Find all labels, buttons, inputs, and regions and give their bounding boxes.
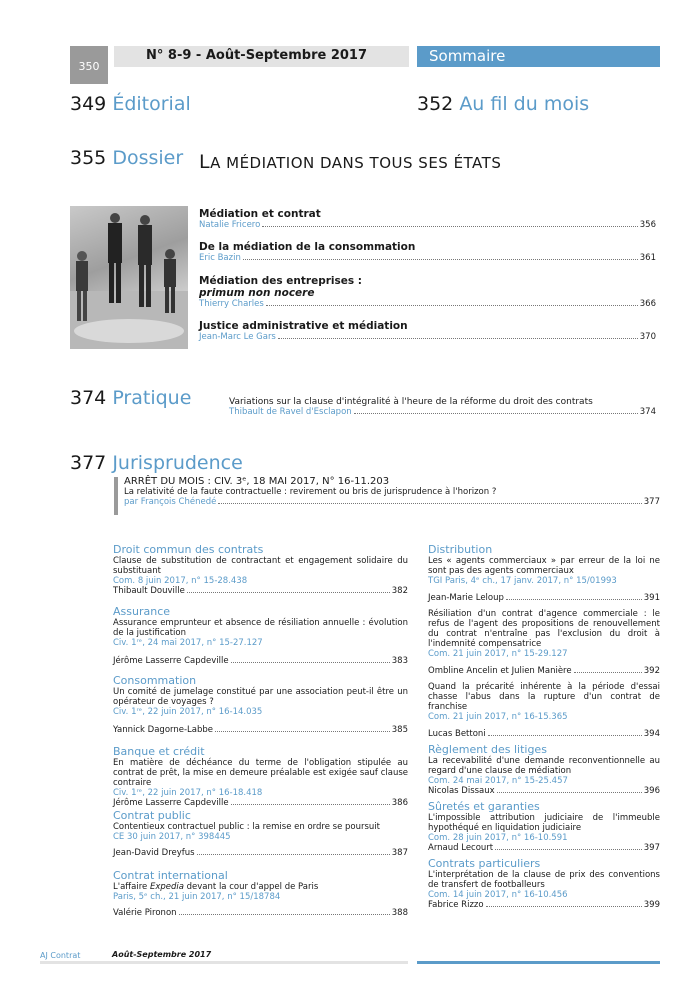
juris-entry[interactable]: Banque et crédit En matière de déchéance du terme de l'obligation stipulée au contrat de prêt, la mise en demeure préalable est exigée sauf clause contraire Civ. 1ʳᵉ, 22 juin 2017, n° 16-18.418 Jérôme Lasserre Capdeville 386 <box>113 745 408 808</box>
dossier-article[interactable]: Médiation des entreprises : primum non nocere Thierry Charles 366 <box>199 275 656 309</box>
journal-name: AJ Contrat <box>40 951 81 960</box>
pratique-article[interactable]: Variations sur la clause d'intégralité à l'heure de la réforme du droit des contrats Thibault de Ravel d'Esclapon 374 <box>229 397 656 417</box>
left-column <box>113 543 408 929</box>
pratique-heading[interactable]: 374 Pratique <box>70 387 192 409</box>
footer-date: Août-Septembre 2017 <box>112 950 212 959</box>
issue-label: N° 8-9 - Août-Septembre 2017 <box>114 46 409 67</box>
page-number: 350 <box>70 46 108 84</box>
dossier-photo <box>70 206 188 349</box>
dossier-title: LA MÉDIATION DANS TOUS SES ÉTATS <box>199 151 502 173</box>
dossier-article[interactable]: De la médiation de la consommation Eric Bazin 361 <box>199 241 656 263</box>
dossier-article[interactable]: Médiation et contrat Natalie Fricero 356 <box>199 208 656 230</box>
juris-entry[interactable]: Consommation Un comité de jumelage constitué par une association peut-il être un opérateur de voyages ? Civ. 1ʳᵉ, 22 juin 2017, n° 16-14.035 Yannick Dagorne-Labbe 385 <box>113 674 408 735</box>
juris-entry[interactable]: Les « agents commerciaux » par erreur de la loi ne sont pas des agents commerciaux TGI Paris, 4ᵉ ch., 17 janv. 2017, n° 15/01993 Jean-Marie Leloup 391 <box>428 556 660 603</box>
juris-entry[interactable]: La recevabilité d'une demande reconventionnelle au regard d'une clause de médiation Com. 24 mai 2017, n° 15-25.457 Nicolas Dissaux 396 <box>428 756 660 796</box>
juris-entry[interactable]: Résiliation d'un contrat d'agence commerciale : le refus de l'agent des propositions de renouvellement du contrat n'entraîne pas l'exclusion du droit à l'indemnité compensatrice Com. 21 juin 2017, n° 15-29.127 Ombline Ancelin et Julien Manière 392 <box>428 609 660 676</box>
arret-bar <box>114 477 118 515</box>
footer-bar-left <box>40 961 408 964</box>
juris-entry[interactable]: Contrat international L'affaire Expedia devant la cour d'appel de Paris Paris, 5ᵉ ch., 21 juin 2017, n° 15/18784 Valérie Pironon 388 <box>113 869 408 918</box>
juris-entry[interactable]: Quand la précarité inhérente à la période d'essai chasse l'abus dans la rupture d'un contrat de franchise Com. 21 juin 2017, n° 16-15.365 Lucas Bettoni 394 <box>428 682 660 739</box>
juris-entry[interactable]: Assurance Assurance emprunteur et absence de résiliation annuelle : évolution de la justification Civ. 1ʳᵉ, 24 mai 2017, n° 15-27.127 Jérôme Lasserre Capdeville 383 <box>113 605 408 666</box>
juris-entry[interactable]: L'impossible attribution judiciaire de l'immeuble hypothéqué en liquidation judiciaire Com. 28 juin 2017, n° 16-10.591 Arnaud Lecourt 397 <box>428 813 660 853</box>
juris-heading[interactable]: 377 Jurisprudence <box>70 452 243 474</box>
footer-bar-right <box>417 961 660 964</box>
dossier-list <box>199 208 656 350</box>
editorial-heading[interactable]: 349 Éditorial <box>70 93 191 115</box>
juris-entry[interactable]: Droit commun des contrats Clause de substitution de contractant et engagement solidaire du substituant Com. 8 juin 2017, n° 15-28.438 Thibault Douville 382 <box>113 543 408 596</box>
dossier-article[interactable]: Justice administrative et médiation Jean-Marc Le Gars 370 <box>199 320 656 342</box>
right-column: Distribution Les « agents commerciaux » par erreur de la loi ne sont pas des agents commerciaux TGI Paris, 4ᵉ ch., 17 janv. 2017, n° 15/01993 Jean-Marie Leloup 391 Résiliation d'un contrat d'agence commerciale : le refus de l'agent des propositions de renouvellement du contrat n'entraîne pas l'exclusion du droit à l'indemnité compensatrice Com. 21 juin 2017, n° 15-29.127 Ombline Ancelin et Julien Manière 392 Quand la précarité inhérente à la période d'essai chasse l'abus dans la rupture d'un contrat de franchise Com. 21 juin 2017, n° 16-15.365 Lucas Bettoni 394 Règlement des litiges La recevabilité d'une demande reconventionnelle au regard d'une clause de médiation Com. 24 mai 2017, n° 15-25.457 Nicolas Dissaux 396 Sûretés et garanties L'impossible attribution judiciaire de l'immeuble hypothéqué en liquidation judiciaire Com. 28 juin 2017, n° 16-10.591 Arnaud Lecourt 397 Contrats particuliers L'interprétation de la clause de prix des conventions de transfert de footballeurs Com. 14 juin 2017, n° 16-10.456 Fabrice Rizzo 399 <box>428 543 660 910</box>
arret-du-mois[interactable]: ARRÊT DU MOIS : CIV. 3ᵉ, 18 MAI 2017, N° 16-11.203 La relativité de la faute contractuelle : revirement ou bris de jurisprudence à l'horizon ? par François Chénedé 377 <box>124 476 660 507</box>
section-title: Sommaire <box>417 46 660 67</box>
dossier-heading[interactable]: 355 Dossier <box>70 147 184 169</box>
fil-heading[interactable]: 352 Au fil du mois <box>417 93 590 115</box>
juris-entry[interactable]: L'interprétation de la clause de prix des conventions de transfert de footballeurs Com. 14 juin 2017, n° 16-10.456 Fabrice Rizzo 399 <box>428 870 660 910</box>
juris-entry[interactable]: Contrat public Contentieux contractuel public : la remise en ordre se poursuit CE 30 juin 2017, n° 398445 Jean-David Dreyfus 387 <box>113 809 408 858</box>
